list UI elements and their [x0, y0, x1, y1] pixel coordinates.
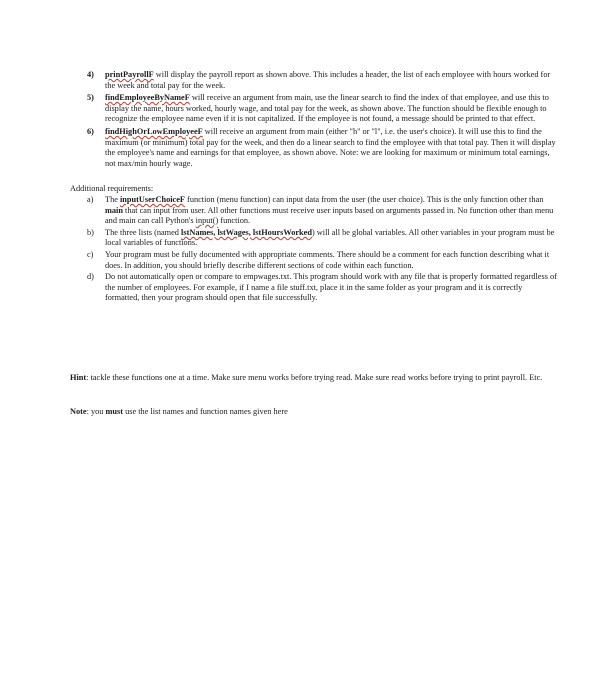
- function-name: inputUserChoiceF: [119, 195, 185, 204]
- list-item: [87, 250, 557, 271]
- item-text: that can input from user. All other functions must receive user inputs based on arguments passed in. No function other than menu and main can call Python's: [105, 205, 554, 226]
- item-number: 5): [87, 93, 94, 103]
- function-name: input(): [195, 216, 219, 226]
- list-item: [87, 195, 557, 227]
- function-name: findHighOrLowEmployeeF: [105, 126, 203, 136]
- item-text: The: [105, 195, 120, 204]
- hint-label: Hint: [70, 373, 87, 382]
- item-text: function (menu function) can input data from the user (the user choice). This is the only function other than: [184, 195, 544, 204]
- note-text: use the list names and function names given here: [123, 407, 288, 416]
- emphasis-must: must: [105, 407, 124, 416]
- list-item: [87, 228, 557, 249]
- item-text: will display the payroll report as shown above. This includes a header, the list of each employee with hours worked for the week and total pay for the week.: [105, 70, 551, 90]
- function-name: printPayrollF: [105, 70, 154, 79]
- item-letter: d): [87, 272, 94, 282]
- item-text: ) will all be global variables. All other variables in your program must be local variables of functions.: [105, 227, 555, 248]
- note-label: Note: [70, 407, 87, 416]
- list-item: [87, 127, 557, 169]
- list-names: lstNames, lstWages, lstHoursWorked: [181, 227, 312, 237]
- list-item: [87, 70, 557, 91]
- additional-requirements-heading: Additional requirements:: [70, 184, 154, 193]
- list-item: [87, 272, 557, 304]
- hint-text: : tackle these functions one at a time. Make sure menu works before trying read. Make sure read works before trying to print payroll. Etc.: [86, 373, 543, 382]
- item-text: function.: [218, 216, 251, 226]
- list-item: [87, 93, 557, 125]
- bold-text: main: [105, 205, 123, 215]
- item-number: 4): [87, 70, 94, 79]
- function-name: findEmployeeByNameF: [105, 93, 190, 103]
- item-letter: c): [87, 249, 94, 259]
- item-number: 6): [87, 126, 94, 136]
- item-text: Your program must be fully documented with appropriate comments. There should be a comment for each function describing what it does. In addition, you should briefly describe different sections of code within each function.: [105, 249, 550, 270]
- item-letter: b): [87, 227, 94, 237]
- hint-paragraph: [70, 373, 560, 384]
- item-text: will receive an argument from main (either "h" or "l", i.e. the user's choice). It will use this to find the maximum (or minimum) total pay for the week, and then do a linear search to find the employee with that total pay. Then it will display the employee's name and earnings for that employee, as shown above. Note: we are looking for maximum or minimum total earnings, not max/min hourly wage.: [105, 126, 556, 168]
- note-text: : you: [86, 407, 106, 416]
- item-letter: a): [87, 195, 94, 204]
- function-list: [87, 70, 557, 171]
- item-text: will receive an argument from main, use the linear search to find the index of that employee, and use this to display the name, hours worked, hourly wage, and total pay for the week, as shown above. The function should be flexible enough to recognize the employee name even if it is not capitalized. If the employee is not found, a message should be printed to that effect.: [105, 93, 549, 124]
- item-text: The three lists (named: [105, 227, 182, 237]
- requirements-list: [87, 195, 557, 305]
- note-paragraph: [70, 407, 560, 418]
- item-text: Do not automatically open or compare to empwages.txt. This program should work with any file that is properly formatted regardless of the number of employees. For example, if I name a file stuff.txt, place it in the same folder as your program and it is correctly formatted, then your program should open that file successfully.: [105, 272, 557, 303]
